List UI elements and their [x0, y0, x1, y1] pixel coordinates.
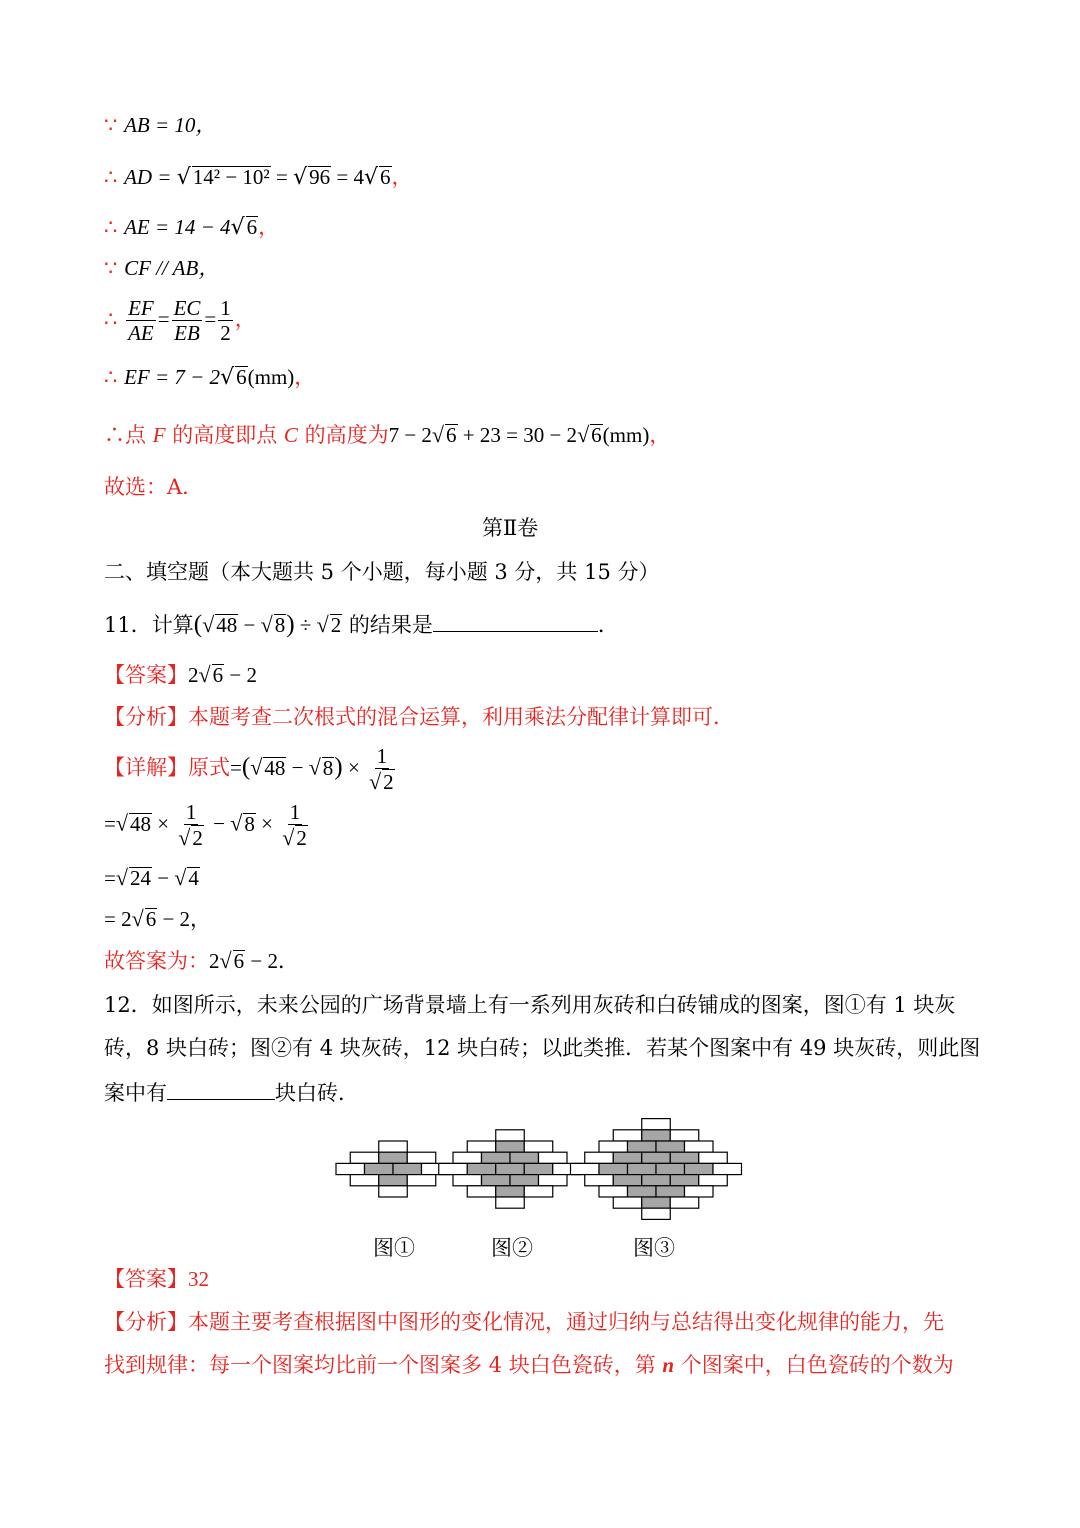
radicand: 14² − 10²: [192, 165, 270, 189]
caption-fig1: 图①: [373, 1236, 415, 1260]
line-ad-eq: ∴ AD = √14² − 10² = √96 = 4√6，: [104, 165, 413, 190]
expr: + 23 = 30 − 2: [457, 423, 578, 447]
q11-detail: 【详解】原式=(√48 − √8) × $\frac{1}{√2}$: [104, 744, 399, 794]
white-brick: [585, 1152, 614, 1163]
tile-figures: [0, 1110, 1080, 1240]
eq-ae: AE = 14 − 4: [124, 215, 231, 239]
caption-fig2: 图②: [491, 1236, 533, 1260]
fraction-ef-ae: $\frac{EF}{AE}$: [128, 296, 154, 346]
radicand: 6: [233, 949, 245, 973]
gray-brick: [467, 1163, 496, 1174]
eq-sign: =: [270, 165, 294, 189]
eq-ad-lhs: AD =: [124, 165, 177, 189]
therefore-sym: ∴: [104, 165, 118, 189]
gray-brick: [613, 1175, 642, 1186]
gray-brick: [393, 1163, 422, 1174]
gray-brick: [642, 1175, 671, 1186]
white-brick: [685, 1186, 714, 1197]
comma: ，: [258, 215, 280, 239]
white-brick: [642, 1119, 671, 1130]
white-brick: [539, 1175, 568, 1186]
gray-brick: [482, 1152, 511, 1163]
fraction-one-over-root2: $\frac{1}{√2}$: [178, 800, 203, 851]
q12-analysis-l2: 找到规律：每一个图案均比前一个图案多 4 块白色瓷砖，第 n 个图案中，白色瓷砖的个数为: [104, 1353, 954, 1377]
figure-1: [336, 1141, 450, 1197]
white-brick: [336, 1163, 365, 1174]
therefore-sym: ∴: [104, 215, 118, 239]
eq-tail: = 4: [331, 165, 364, 189]
gray-brick: [379, 1175, 408, 1186]
radicand: 6: [380, 165, 391, 189]
white-brick: [379, 1186, 408, 1197]
radicand: 8: [274, 613, 286, 637]
fraction-one-half: $\frac{1}{2}$: [220, 296, 231, 346]
therefore-sym: ∴: [104, 423, 125, 447]
fraction-ec-eb: $\frac{EC}{EB}$: [173, 296, 201, 346]
gray-brick: [656, 1141, 685, 1152]
gray-brick: [510, 1175, 539, 1186]
gray-brick: [510, 1152, 539, 1163]
white-brick: [407, 1175, 436, 1186]
text: 的高度即点: [165, 423, 284, 447]
q12-answer: [104, 1269, 209, 1290]
gray-brick: [496, 1186, 525, 1197]
gray-brick: [656, 1186, 685, 1197]
figure-3: [571, 1119, 742, 1220]
white-brick: [467, 1186, 496, 1197]
white-brick: [713, 1163, 742, 1174]
answer-value: 32: [188, 1267, 209, 1291]
radicand: 6: [246, 215, 258, 239]
white-brick: [670, 1130, 699, 1141]
q11-step4: = 2√6 − 2，: [104, 906, 212, 931]
white-brick: [467, 1141, 496, 1152]
line-choice: 故选：A．: [104, 475, 204, 499]
white-brick: [613, 1130, 642, 1141]
radicand: 6: [591, 423, 602, 447]
gray-brick: [379, 1152, 408, 1163]
gray-brick: [496, 1163, 525, 1174]
gray-brick: [613, 1152, 642, 1163]
white-brick: [407, 1152, 436, 1163]
white-brick: [642, 1208, 671, 1219]
line-ab-eq: [104, 115, 216, 136]
white-brick: [685, 1141, 714, 1152]
q11-final: 故答案为：2√6 − 2．: [104, 948, 299, 973]
white-brick: [496, 1130, 525, 1141]
comma: ，: [234, 307, 256, 332]
eq-cf-ab: CF // AB，: [124, 256, 220, 280]
answer-blank: [433, 613, 598, 632]
volume-title: 第Ⅱ卷: [482, 516, 539, 540]
unit-mm: (mm): [602, 423, 650, 447]
line-ef-eq: ∴ EF = 7 − 2√6(mm)，: [104, 365, 316, 390]
unit-mm: (mm): [247, 365, 295, 389]
gray-brick: [642, 1130, 671, 1141]
gray-brick: [670, 1152, 699, 1163]
radicand: 6: [236, 365, 247, 389]
q11-step3: =√24 − √4: [104, 865, 199, 890]
answer-tag: 【答案】: [104, 1267, 188, 1291]
gray-brick: [496, 1141, 525, 1152]
therefore-sym: ∴: [104, 307, 118, 332]
q11-step2: =√48 × $\frac{1}{√2}$ − √8 × $\frac{1}{√2}$: [104, 800, 312, 850]
gray-brick: [670, 1175, 699, 1186]
gray-brick: [628, 1141, 657, 1152]
white-brick: [453, 1152, 482, 1163]
white-brick: [599, 1141, 628, 1152]
expr: 7 − 2: [388, 423, 432, 447]
detail-lead: 原式: [188, 755, 230, 780]
q12-line3: 案中有 块白砖．: [104, 1081, 359, 1105]
white-brick: [453, 1175, 482, 1186]
white-brick: [599, 1186, 628, 1197]
detail-tag: 【详解】: [104, 755, 188, 780]
therefore-sym: ∴: [104, 365, 118, 389]
caption-fig3: 图③: [633, 1236, 675, 1260]
white-brick: [539, 1152, 568, 1163]
eq-ab: AB = 10，: [124, 113, 217, 137]
q11-analysis: [104, 707, 734, 728]
gray-brick: [628, 1163, 657, 1174]
answer-tag: 【答案】: [104, 663, 188, 687]
answer-blank: [167, 1081, 275, 1100]
gray-brick: [642, 1197, 671, 1208]
radicand: 96: [309, 165, 331, 189]
comma: ，: [649, 423, 671, 447]
because-sym: ∵: [104, 256, 118, 280]
gray-brick: [642, 1152, 671, 1163]
line-ratio: ∴ $\frac{EF}{AE}$ = $\frac{EC}{EB}$ = $\frac{1}{2}$ ，: [104, 296, 256, 346]
white-brick: [571, 1163, 600, 1174]
gray-brick: [482, 1175, 511, 1186]
because-sym: ∵: [104, 113, 118, 137]
comma: ，: [294, 365, 316, 389]
final-lead: 故答案为：: [104, 949, 209, 973]
white-brick: [350, 1152, 379, 1163]
gray-brick: [599, 1163, 628, 1174]
analysis-text: 本题考查二次根式的混合运算，利用乘法分配律计算即可．: [188, 705, 734, 729]
q12-line2: 砖，8 块白砖；图②有 4 块灰砖，12 块白砖；以此类推．若某个图案中有 49 块灰砖，则此图: [104, 1036, 981, 1060]
tile-figures-svg: [0, 1110, 1080, 1240]
radicand: 6: [446, 423, 457, 447]
figure-2: [439, 1130, 582, 1208]
text: 点: [125, 423, 153, 447]
point-c: C: [283, 423, 298, 447]
white-brick: [699, 1152, 728, 1163]
white-brick: [670, 1197, 699, 1208]
white-brick: [585, 1175, 614, 1186]
radicand: 6: [212, 663, 224, 687]
q11-answer: 【答案】2√6 − 2: [104, 662, 257, 687]
white-brick: [439, 1163, 468, 1174]
radicand: 48: [216, 613, 238, 637]
eq-ef: EF = 7 − 2: [124, 365, 221, 389]
fraction-one-over-root2: $\frac{1}{√2}$: [369, 744, 394, 795]
white-brick: [350, 1175, 379, 1186]
q12-analysis-l1: [104, 1312, 944, 1333]
white-brick: [496, 1197, 525, 1208]
gray-brick: [365, 1163, 394, 1174]
comma: ，: [391, 165, 413, 189]
q11-stem: 11．计算(√48 − √8) ÷ √2 的结果是 ．: [104, 611, 619, 638]
gray-brick: [524, 1163, 553, 1174]
text: 的高度为: [297, 423, 389, 447]
q12-line1: 12．如图所示，未来公园的广场背景墙上有一系列用灰砖和白砖铺成的图案，图①有 1 块灰: [104, 993, 956, 1017]
white-brick: [524, 1186, 553, 1197]
white-brick: [699, 1175, 728, 1186]
gray-brick: [628, 1186, 657, 1197]
radicand: 2: [330, 613, 342, 637]
white-brick: [613, 1197, 642, 1208]
analysis-tag: 【分析】: [104, 1310, 188, 1334]
gray-brick: [656, 1163, 685, 1174]
line-ae-eq: ∴ AE = 14 − 4√6，: [104, 215, 280, 240]
point-f: F: [152, 423, 166, 447]
line-cf-parallel: [104, 258, 219, 279]
q11-number: 11．计算: [104, 613, 194, 637]
gray-brick: [685, 1163, 714, 1174]
white-brick: [524, 1141, 553, 1152]
analysis-text: 本题主要考查根据图中图形的变化情况，通过归纳与总结得出变化规律的能力，先: [188, 1310, 944, 1334]
analysis-tag: 【分析】: [104, 705, 188, 729]
part-title: 二、填空题（本大题共 5 个小题，每小题 3 分，共 15 分）: [104, 560, 660, 584]
white-brick: [379, 1141, 408, 1152]
var-n: n: [662, 1353, 675, 1377]
line-height-c: ∴点 F 的高度即点 C 的高度为7 − 2√6 + 23 = 30 − 2√6(mm)，: [104, 422, 671, 447]
fraction-one-over-root2: $\frac{1}{√2}$: [282, 800, 307, 851]
